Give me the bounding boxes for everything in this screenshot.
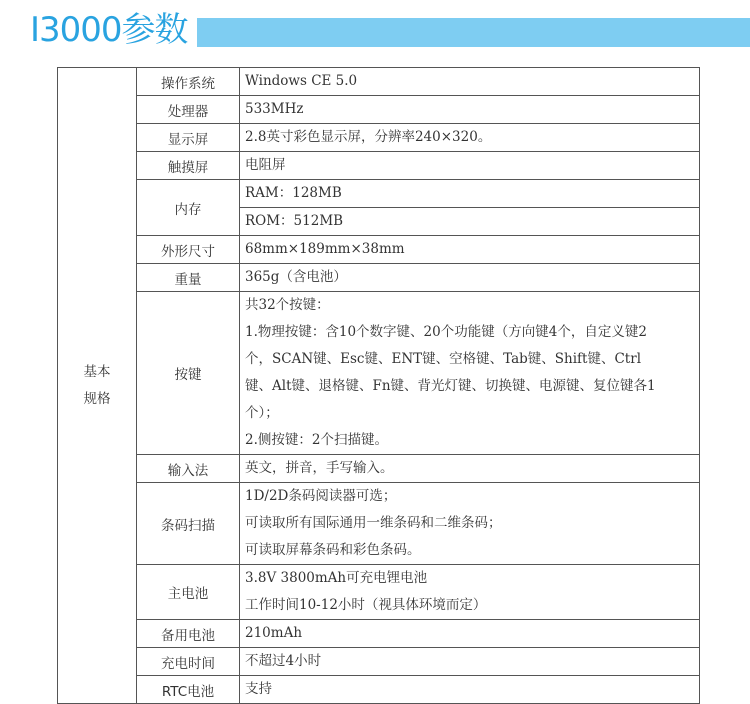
spec-value <box>240 483 700 565</box>
spec-label: RTC电池 <box>137 676 240 704</box>
spec-label: 处理器 <box>137 96 240 124</box>
spec-row-weight <box>58 264 700 292</box>
spec-row-backup-battery <box>58 620 700 648</box>
spec-row-display <box>58 124 700 152</box>
value-line: 1.物理按键：含10个数字键、20个功能键（方向键4个，自定义键2 <box>245 324 647 340</box>
spec-value <box>240 264 700 292</box>
spec-label: 输入法 <box>137 455 240 483</box>
value-line: 2.侧按键：2个扫描键。 <box>245 432 388 448</box>
spec-label: 主电池 <box>137 565 240 620</box>
value-line: 个）； <box>245 405 279 421</box>
value-line: 英文，拼音，手写输入。 <box>245 460 394 476</box>
spec-row-os <box>58 68 700 96</box>
value-line: ROM：512MB <box>245 213 344 229</box>
spec-row-touch <box>58 152 700 180</box>
spec-row-main-battery <box>58 565 700 620</box>
page-title: I3000参数 <box>30 10 188 50</box>
value-line: 共32个按键： <box>245 297 330 313</box>
spec-value <box>240 236 700 264</box>
value-line: 不超过4小时 <box>245 653 322 669</box>
spec-value <box>240 565 700 620</box>
value-line: 365g（含电池） <box>245 269 347 285</box>
value-line: 210mAh <box>245 625 303 641</box>
spec-row-keys <box>58 292 700 455</box>
spec-table <box>57 67 700 704</box>
title-accent-bar <box>197 18 750 47</box>
spec-value <box>240 292 700 455</box>
value-line: 可读取所有国际通用一维条码和二维条码； <box>245 515 502 531</box>
value-line: RAM：128MB <box>245 185 342 201</box>
group-label-line-1: 基本 <box>83 363 111 380</box>
spec-value <box>240 620 700 648</box>
spec-value <box>240 152 700 180</box>
spec-row-input-method <box>58 455 700 483</box>
spec-row-dimensions <box>58 236 700 264</box>
spec-row-barcode <box>58 483 700 565</box>
spec-row-charge-time <box>58 648 700 676</box>
value-line: 3.8V 3800mAh可充电锂电池 <box>245 570 428 586</box>
spec-row-memory <box>58 180 700 208</box>
spec-label: 内存 <box>137 180 240 236</box>
value-line: Windows CE 5.0 <box>245 73 358 89</box>
value-line: 可读取屏幕条码和彩色条码。 <box>245 542 421 558</box>
spec-label: 外形尺寸 <box>137 236 240 264</box>
spec-label: 充电时间 <box>137 648 240 676</box>
value-line: 电阻屏 <box>245 157 286 173</box>
spec-value <box>240 208 700 236</box>
value-line: 支持 <box>245 681 272 697</box>
page-header <box>0 0 750 58</box>
spec-value <box>240 124 700 152</box>
spec-label: 操作系统 <box>137 68 240 96</box>
group-label-line-2: 规格 <box>83 390 111 407</box>
spec-label: 触摸屏 <box>137 152 240 180</box>
spec-value <box>240 68 700 96</box>
spec-row-rtc-battery <box>58 676 700 704</box>
spec-row-cpu <box>58 96 700 124</box>
value-line: 533MHz <box>245 101 304 117</box>
group-cell <box>58 68 137 704</box>
spec-label: 按键 <box>137 292 240 455</box>
value-line: 个，SCAN键、Esc键、ENT键、空格键、Tab键、Shift键、Ctrl <box>245 351 642 367</box>
spec-label: 条码扫描 <box>137 483 240 565</box>
value-line: 2.8英寸彩色显示屏，分辨率240×320。 <box>245 129 492 145</box>
value-line: 1D/2D条码阅读器可选； <box>245 488 397 504</box>
spec-label: 重量 <box>137 264 240 292</box>
spec-label: 备用电池 <box>137 620 240 648</box>
spec-value <box>240 648 700 676</box>
spec-label: 显示屏 <box>137 124 240 152</box>
spec-value <box>240 455 700 483</box>
value-line: 键、Alt键、退格键、Fn键、背光灯键、切换键、电源键、复位键各1 <box>245 378 656 394</box>
spec-value <box>240 676 700 704</box>
spec-value <box>240 96 700 124</box>
value-line: 工作时间10-12小时（视具体环境而定） <box>245 597 487 613</box>
value-line: 68mm×189mm×38mm <box>245 241 405 257</box>
spec-value <box>240 180 700 208</box>
